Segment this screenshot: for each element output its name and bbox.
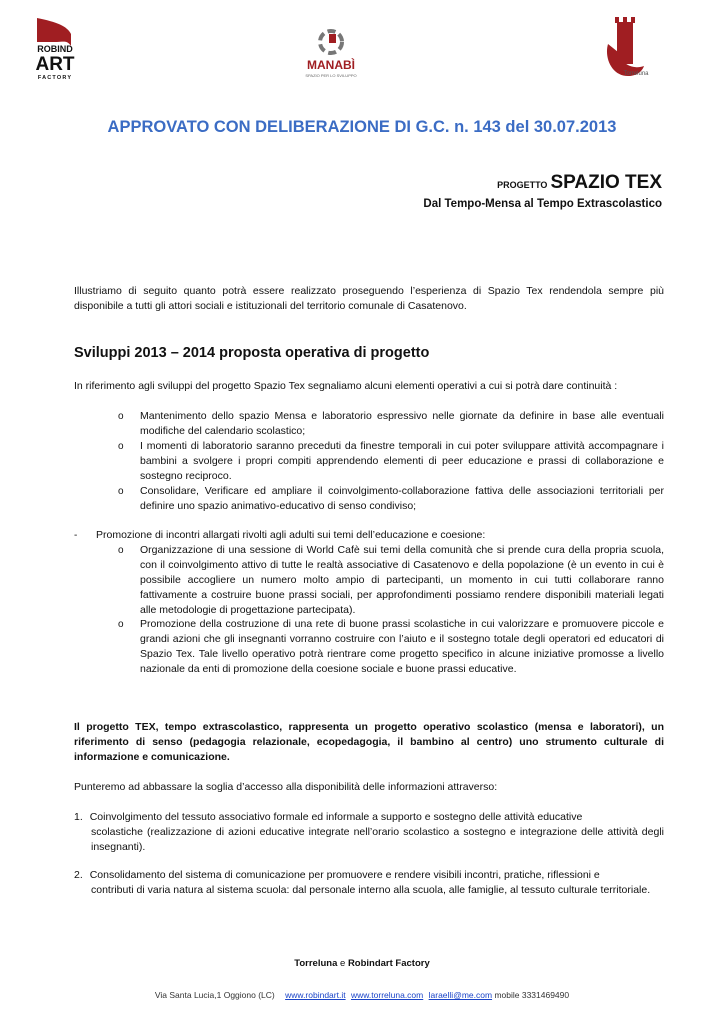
numbered-item-number: 1.	[74, 811, 83, 823]
footer-phone: mobile 3331469490	[494, 990, 570, 1000]
project-title: SPAZIO TEX	[550, 172, 662, 193]
numbered-item	[74, 810, 664, 855]
bullet-marker: o	[118, 411, 124, 422]
list-item-text: Promozione della costruzione di una rete di buone prassi scolastiche in cui valorizzare e promuovere piccole e grandi azioni che gli insegnanti vorranno costruire con l’aiuto e il sostegno totale degli operatori ed educatori di Spazio Tex. Tale livello operativo potrà rientrare come progetto specifico in alcune iniziative promosse a livello nazionale da enti di promozione della coesione sociale e buone prassi educative.	[140, 618, 664, 675]
bullet-marker: o	[118, 545, 124, 556]
manabi-tagline: SPAZIO PER LO SVILUPPO	[305, 73, 357, 78]
dash-marker: -	[74, 530, 78, 541]
project-prefix: PROGETTO	[497, 180, 548, 190]
manabi-logo	[300, 26, 362, 82]
bold-summary-paragraph: Il progetto TEX, tempo extrascolastico, rappresenta un progetto operativo scolastico (mensa e laboratori), un riferimento di senso (pedagogia relazionale, ecopedagogia, il bambino al centro) uno strumento culturale di informazione e comunicazione.	[74, 721, 664, 763]
dash-list-item	[74, 528, 664, 543]
list-item-text: Mantenimento dello spazio Mensa e laboratorio espressivo nelle giornate da definire in base alle eventuali modifiche del calendario scolastico;	[140, 410, 664, 437]
numbered-item	[74, 868, 664, 898]
footer-brand-b: Robindart Factory	[347, 958, 430, 969]
robind-line3: FACTORY	[37, 75, 73, 81]
numbered-item-first-line: Consolidamento del sistema di comunicazione per promuovere e rendere visibili incontri, pratiche, riflessioni e	[89, 869, 600, 881]
numbered-item-number: 2.	[74, 869, 83, 881]
list-item-text: Consolidare, Verificare ed ampliare il coinvolgimento-collaborazione fattiva delle associazioni territoriali per definire uno spazio animativo-educativo di senso condiviso;	[140, 485, 664, 512]
approval-heading: APPROVATO CON DELIBERAZIONE DI G.C. n. 143 del 30.07.2013	[107, 118, 617, 136]
footer-link-robindart[interactable]: www.robindart.it	[285, 990, 346, 1000]
robind-line1: ROBIND	[37, 44, 73, 54]
torreluna-logo	[600, 14, 650, 80]
list-item	[118, 409, 664, 439]
bullet-marker: o	[118, 619, 124, 630]
threshold-paragraph: Punteremo ad abbassare la soglia d’accesso alla disponibilità delle informazioni attraverso:	[74, 781, 498, 793]
dash-item-text: Promozione di incontri allargati rivolti agli adulti sui temi dell’educazione e coesione:	[96, 529, 486, 541]
numbered-item-rest: scolastiche (realizzazione di azioni educative integrate nell’orario scolastico a sostegno e integrazione delle attività degli insegnanti).	[91, 826, 664, 853]
project-subtitle: Dal Tempo-Mensa al Tempo Extrascolastico	[423, 198, 662, 210]
footer-brand-and: e	[340, 958, 346, 969]
bullet-marker: o	[118, 441, 124, 452]
reference-paragraph: In riferimento agli sviluppi del progetto Spazio Tex segnaliamo alcuni elementi operativi a cui si potrà dare continuità :	[74, 380, 618, 392]
list-item	[118, 543, 664, 618]
list-item	[118, 484, 664, 514]
manabi-name: MANABÌ	[307, 58, 355, 72]
list-item	[118, 439, 664, 484]
list-item-text: Organizzazione di una sessione di World Cafè sui temi della comunità che si prende cura della propria scuola, con il coinvolgimento attivo di tutte le realtà associative di Casatenovo e della popolazione (è un evento in cui è possibile accogliere un numero molto ampio di partecipanti, un momento in cui tutti collaborare ranno fattivamente a costruire buone prassi sociali, per approfondimenti possiamo rendere disponibili materiali legati alle metodologie di progettazione partecipata).	[140, 544, 664, 616]
footer-link-torreluna[interactable]: www.torreluna.com	[350, 990, 424, 1000]
project-title-block	[497, 172, 662, 194]
footer-brand-a: Torreluna	[294, 958, 338, 969]
section-title: Sviluppi 2013 – 2014 proposta operativa di progetto	[74, 345, 430, 361]
robind-line2: ART	[35, 54, 75, 75]
numbered-item-first-line: Coinvolgimento del tessuto associativo formale ed informale a supporto e sostegno delle attività educative	[89, 811, 583, 823]
footer-address-text: Via Santa Lucia,1 Oggiono (LC)	[154, 990, 275, 1000]
intro-paragraph: Illustriamo di seguito quanto potrà essere realizzato proseguendo l’esperienza di Spazio Tex rendendola sempre più disponibile a tutti gli attori sociali e istituzionali del territorio comunale di Casatenovo.	[74, 285, 664, 312]
footer-address	[0, 990, 724, 1000]
torreluna-name: Torreluna	[623, 71, 649, 77]
footer-link-email[interactable]: laraelli@me.com	[428, 990, 493, 1000]
bullet-marker: o	[118, 486, 124, 497]
robind-art-factory-logo	[33, 16, 77, 82]
numbered-item-rest: contributi di varia natura al sistema scuola: dal personale interno alla scuola, alle famiglie, al tessuto culturale territoriale.	[91, 884, 651, 896]
list-item	[118, 617, 664, 677]
footer-brand	[0, 958, 724, 969]
list-item-text: I momenti di laboratorio saranno preceduti da finestre temporali in cui poter sviluppare attività accompagnare i bambini a svolgere i propri compiti apprendendo elementi di peer educazione e prassi di collaborazione e sostegno reciproco.	[140, 440, 664, 482]
